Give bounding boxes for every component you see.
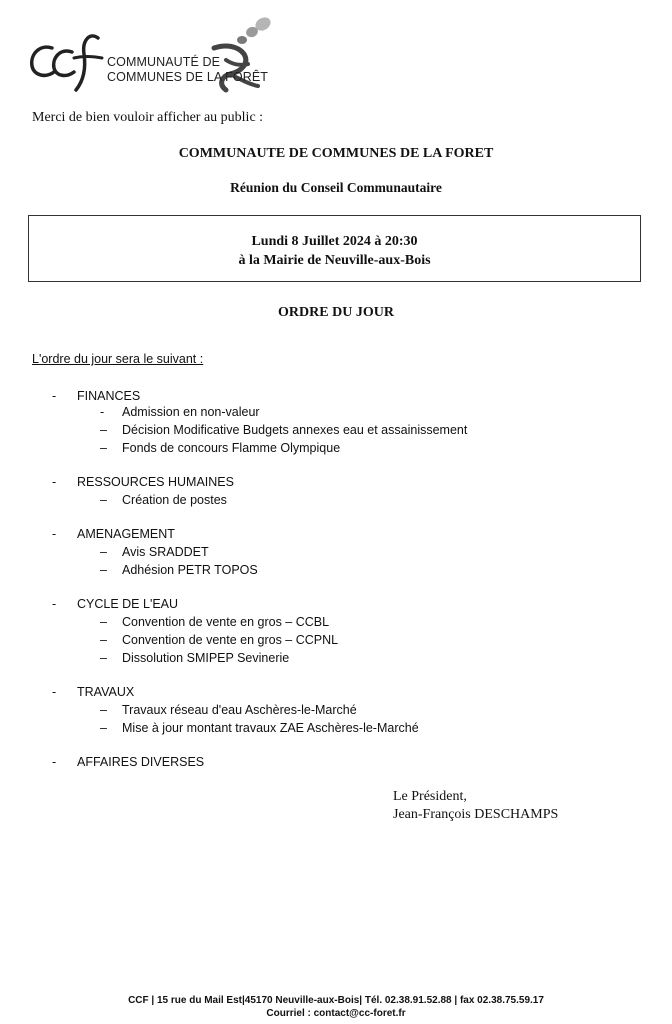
item-text: Création de postes (122, 493, 227, 507)
logo-text (107, 55, 268, 85)
signature-name: Jean-François DESCHAMPS (393, 807, 559, 822)
item-text: Dissolution SMIPEP Sevinerie (122, 651, 290, 665)
item-text: Fonds de concours Flamme Olympique (122, 441, 341, 455)
meeting-date-box (28, 215, 641, 282)
item-bullet: – (100, 703, 107, 717)
section-name: RESSOURCES HUMAINES (77, 475, 234, 489)
signature-title: Le Président, (393, 789, 467, 804)
footer-email: Courriel : contact@cc-foret.fr (266, 1008, 406, 1019)
item-bullet: – (100, 563, 107, 577)
org-title: COMMUNAUTE DE COMMUNES DE LA FORET (178, 146, 494, 161)
section-name: FINANCES (77, 389, 141, 403)
section-bullet: - (52, 597, 57, 611)
item-text: Travaux réseau d'eau Aschères-le-Marché (122, 703, 357, 717)
section-bullet: - (52, 389, 57, 403)
section-name: AFFAIRES DIVERSES (77, 755, 205, 769)
signature-block (393, 788, 558, 824)
logo-text-line-1: COMMUNAUTÉ DE (107, 55, 221, 69)
footer-address: CCF | 15 rue du Mail Est|45170 Neuville-aux-Bois| Tél. 02.38.91.52.88 | fax 02.38.75.59.17 (128, 995, 544, 1006)
item-bullet: - (100, 405, 105, 419)
item-bullet: – (100, 721, 107, 735)
agenda-intro: L'ordre du jour sera le suivant : (32, 352, 204, 366)
meeting-date: Lundi 8 Juillet 2024 à 20:30 (251, 234, 418, 249)
section-bullet: - (52, 475, 57, 489)
item-bullet: – (100, 493, 107, 507)
meeting-title: Réunion du Conseil Communautaire (230, 180, 442, 195)
footer (0, 994, 672, 1020)
item-text: Avis SRADDET (122, 545, 209, 559)
item-text: Mise à jour montant travaux ZAE Aschères-le-Marché (122, 721, 419, 735)
item-bullet: – (100, 545, 107, 559)
agenda-title: ORDRE DU JOUR (278, 305, 394, 320)
section-bullet: - (52, 755, 57, 769)
item-text: Décision Modificative Budgets annexes eau et assainissement (122, 423, 468, 437)
section-name: CYCLE DE L'EAU (77, 597, 179, 611)
logo-text-line-2: COMMUNES DE LA FORÊT (107, 70, 269, 84)
item-text: Convention de vente en gros – CCBL (122, 615, 330, 629)
item-text: Convention de vente en gros – CCPNL (122, 633, 339, 647)
item-bullet: – (100, 441, 107, 455)
section-bullet: - (52, 685, 57, 699)
item-bullet: – (100, 423, 107, 437)
section-name: TRAVAUX (77, 685, 135, 699)
item-text: Adhésion PETR TOPOS (122, 563, 258, 577)
item-bullet: – (100, 615, 107, 629)
meeting-location: à la Mairie de Neuville-aux-Bois (238, 253, 431, 268)
item-bullet: – (100, 651, 107, 665)
section-bullet: - (52, 527, 57, 541)
ccf-logo (26, 14, 286, 94)
item-bullet: – (100, 633, 107, 647)
item-text: Admission en non-valeur (122, 405, 260, 419)
section-name: AMENAGEMENT (77, 527, 175, 541)
intro-text: Merci de bien vouloir afficher au public : (32, 110, 264, 125)
